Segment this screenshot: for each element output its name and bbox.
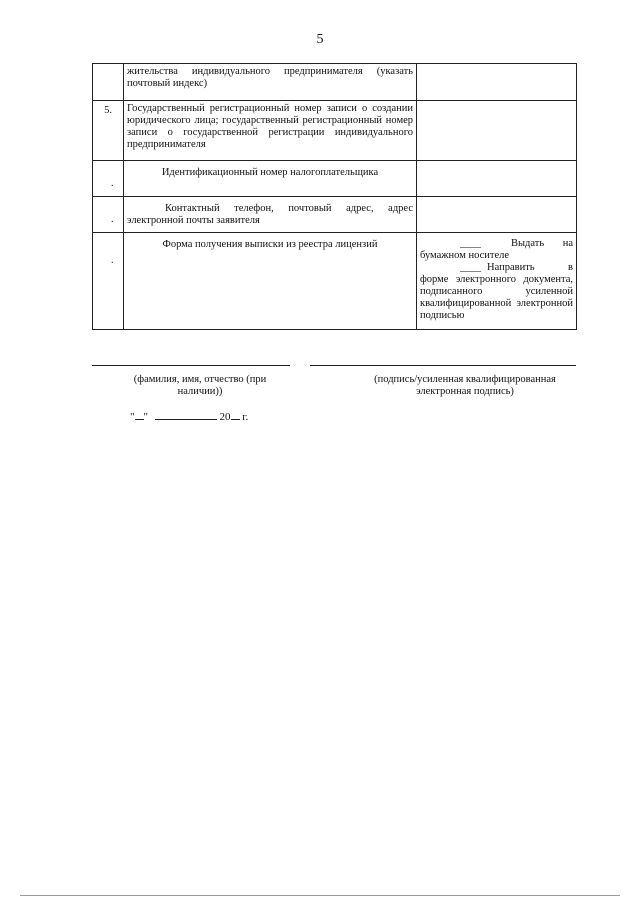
sign-signature-line[interactable]	[310, 365, 576, 366]
option-electronic-line: ____	[460, 262, 481, 273]
option-electronic-text: Направить в форме электронного документа, подписанного усиленной квалифицированной электронной подписью	[420, 262, 573, 321]
row-value[interactable]	[417, 161, 577, 197]
date-quote-open: "	[130, 411, 135, 423]
table-row	[93, 64, 577, 101]
date-day-blank[interactable]	[135, 410, 144, 420]
row-number: .	[111, 214, 114, 225]
row-label: Государственный регистрационный номер записи о создании юридического лица; государственный регистрационный номер записи о государственной регистрации индивидуального предпринимателя	[124, 101, 417, 161]
option-paper-text: Выдать на бумажном носителе	[420, 238, 573, 261]
sign-caption: (подпись/усиленная квалифицированная электронная подпись)	[374, 374, 556, 397]
option-paper-line: ____	[460, 238, 481, 249]
row-number-cell	[93, 233, 124, 330]
row-number: .	[111, 178, 114, 189]
row-number: 5.	[93, 101, 124, 161]
date-year-blank[interactable]	[231, 410, 240, 420]
table-row	[93, 233, 577, 330]
row-value[interactable]	[417, 197, 577, 233]
application-form-table	[92, 63, 577, 330]
receipt-options	[417, 233, 577, 330]
row-number-cell	[93, 161, 124, 197]
row-value[interactable]	[417, 64, 577, 101]
row-label: жительства индивидуального предпринимателя (указать почтовый индекс)	[124, 64, 417, 101]
option-paper[interactable]	[420, 235, 573, 262]
row-number: .	[111, 255, 114, 266]
table-row	[93, 197, 577, 233]
date-month-blank[interactable]	[155, 410, 217, 420]
row-number	[93, 64, 124, 101]
table-row	[93, 101, 577, 161]
date-field[interactable]	[130, 410, 248, 423]
date-year-prefix: 20	[219, 411, 231, 423]
table-row	[93, 161, 577, 197]
row-number-cell	[93, 197, 124, 233]
page-number: 5	[316, 32, 324, 47]
option-electronic[interactable]	[420, 262, 573, 322]
row-label: Контактный телефон, почтовый адрес, адрес электронной почты заявителя	[124, 197, 417, 233]
date-year-suffix: г.	[242, 411, 249, 423]
name-caption: (фамилия, имя, отчество (при наличии))	[133, 374, 267, 397]
row-value[interactable]	[417, 101, 577, 161]
name-signature-line[interactable]	[92, 365, 290, 366]
page-bottom-rule	[20, 895, 620, 896]
row-label: Идентификационный номер налогоплательщика	[124, 161, 417, 197]
row-label: Форма получения выписки из реестра лицензий	[124, 233, 417, 330]
date-quote-close: "	[143, 411, 148, 423]
